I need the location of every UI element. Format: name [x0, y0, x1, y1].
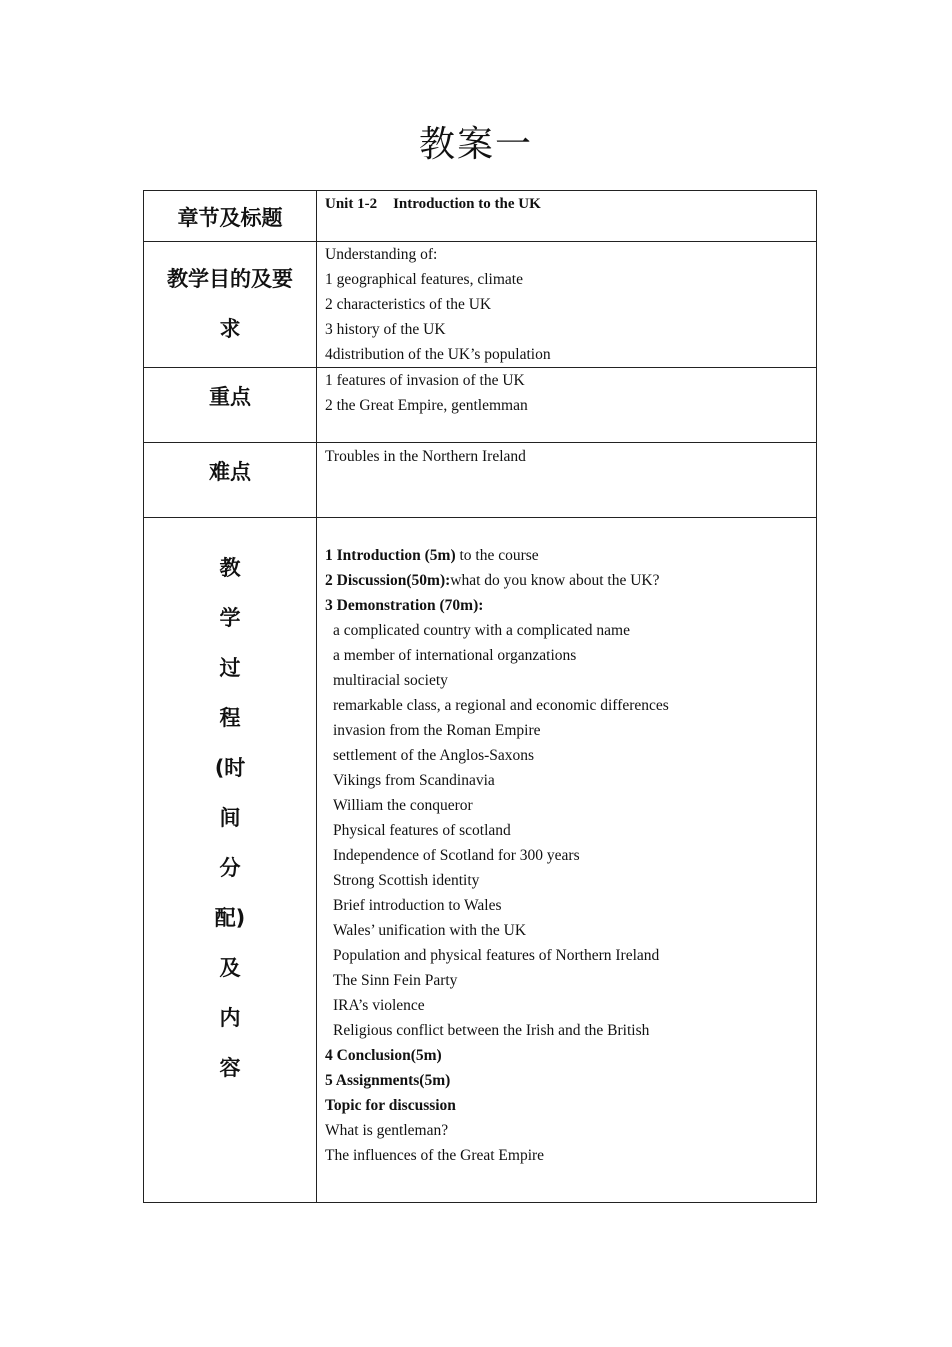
demo-item: IRA’s violence: [333, 997, 425, 1014]
conclusion-step-heading: 4 Conclusion(5m): [325, 1047, 442, 1064]
key-points-label-cell: [144, 368, 317, 443]
process-label-char: 容: [219, 1056, 241, 1080]
topic-item: What is gentleman?: [325, 1122, 449, 1139]
demonstration-step-heading: 3 Demonstration (70m):: [325, 597, 484, 614]
demo-item: Physical features of scotland: [333, 822, 511, 839]
process-label-char: 分: [219, 856, 241, 880]
objectives-line: 4distribution of the UK’s population: [325, 346, 551, 363]
demo-item: remarkable class, a regional and economic differences: [333, 697, 669, 714]
difficulties-label: 难点: [209, 460, 251, 484]
difficulties-list: [325, 443, 816, 469]
objectives-line: Understanding of:: [325, 246, 438, 263]
table-row-objectives: [144, 242, 817, 368]
intro-step-heading: 1 Introduction (5m): [325, 547, 456, 564]
demo-item: a member of international organzations: [333, 647, 577, 664]
objectives-line: 3 history of the UK: [325, 321, 446, 338]
table-row-process: [144, 518, 817, 1203]
topic-heading: Topic for discussion: [325, 1097, 456, 1114]
intro-step: [325, 543, 816, 568]
process-label-char: 内: [219, 1006, 241, 1030]
objectives-content-cell: [317, 242, 817, 368]
key-points-label: 重点: [209, 385, 251, 409]
chapter-label: 章节及标题: [177, 206, 283, 230]
discussion-step-heading: 2 Discussion(50m):: [325, 572, 451, 589]
demo-item: William the conqueror: [333, 797, 473, 814]
process-label-char: 教: [219, 556, 241, 580]
table-row-difficulties: [144, 443, 817, 518]
unit-number: Unit 1-2: [325, 196, 378, 212]
lesson-plan-table: [143, 190, 817, 1203]
objectives-label: [144, 242, 316, 354]
process-label: [144, 518, 316, 1093]
demo-item: multiracial society: [333, 672, 448, 689]
table-row-chapter: [144, 191, 817, 242]
assignments-step-heading: 5 Assignments(5m): [325, 1072, 451, 1089]
objectives-line: 1 geographical features, climate: [325, 271, 523, 288]
topic-item: The influences of the Great Empire: [325, 1147, 545, 1164]
objectives-label-line-2: 求: [219, 317, 241, 341]
process-label-char: 过: [219, 656, 241, 680]
key-points-content-cell: [317, 368, 817, 443]
process-label-char: 间: [219, 806, 241, 830]
unit-topic: Introduction to the UK: [393, 196, 541, 212]
process-content-cell: [317, 518, 817, 1203]
demo-item: Strong Scottish identity: [333, 872, 480, 889]
process-label-cell: [144, 518, 317, 1203]
demo-item: Religious conflict between the Irish and the British: [333, 1022, 650, 1039]
key-points-list: [325, 368, 816, 418]
difficulty-line: Troubles in the Northern Ireland: [325, 448, 526, 465]
chapter-label-cell: [144, 191, 317, 242]
demo-item: Independence of Scotland for 300 years: [333, 847, 580, 864]
discussion-step-text: what do you know about the UK?: [450, 572, 660, 589]
process-content: [325, 518, 816, 1168]
demo-item: Vikings from Scandinavia: [333, 772, 495, 789]
key-point-line: 1 features of invasion of the UK: [325, 372, 525, 389]
demo-item: a complicated country with a complicated name: [333, 622, 630, 639]
demo-item: settlement of the Anglos-Saxons: [333, 747, 535, 764]
demo-item: Population and physical features of Northern Ireland: [333, 947, 660, 964]
objectives-label-cell: [144, 242, 317, 368]
process-label-char: 学: [219, 606, 241, 630]
chapter-content-cell: [317, 191, 817, 242]
process-label-char: 配): [214, 906, 246, 930]
demo-item: invasion from the Roman Empire: [333, 722, 541, 739]
key-point-line: 2 the Great Empire, gentlemman: [325, 397, 528, 414]
objectives-line: 2 characteristics of the UK: [325, 296, 492, 313]
difficulties-label-cell: [144, 443, 317, 518]
table-row-key-points: [144, 368, 817, 443]
objectives-label-line-1: 教学目的及要: [167, 267, 293, 291]
discussion-step: [325, 568, 816, 593]
page-title: 教案一: [418, 124, 533, 165]
chapter-title: [325, 191, 816, 217]
process-label-char: 程: [219, 706, 241, 730]
objectives-list: [325, 242, 816, 367]
demo-item: The Sinn Fein Party: [333, 972, 458, 989]
process-label-char: (时: [214, 756, 246, 780]
intro-step-text: to the course: [455, 547, 539, 564]
difficulties-content-cell: [317, 443, 817, 518]
demo-item: Brief introduction to Wales: [333, 897, 502, 914]
demo-item: Wales’ unification with the UK: [333, 922, 527, 939]
process-label-char: 及: [219, 956, 241, 980]
